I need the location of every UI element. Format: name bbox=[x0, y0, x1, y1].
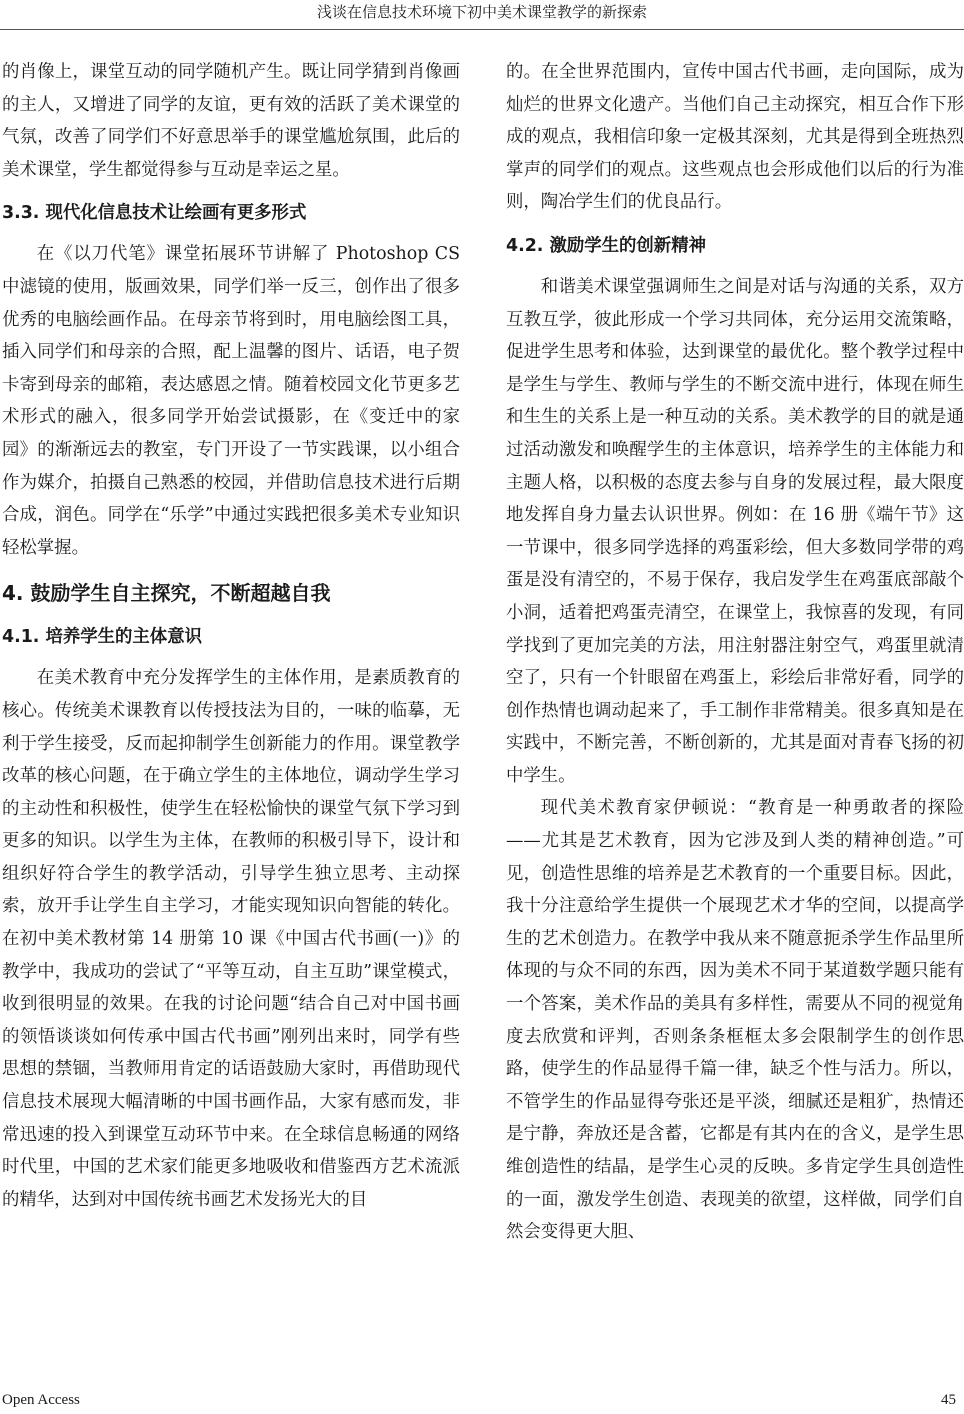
right-column bbox=[506, 56, 964, 1249]
running-header: 浅谈在信息技术环境下初中美术课堂教学的新探索 bbox=[316, 3, 647, 21]
section-heading-3-3: 3.3. 现代化信息技术让绘画有更多形式 bbox=[2, 203, 307, 224]
section-heading-4: 4. 鼓励学生自主探究，不断超越自我 bbox=[2, 581, 331, 606]
paragraph: 现代美术教育家伊顿说：“教育是一种勇敢者的探险——尤其是艺术教育，因为它涉及到人类的精神创造。”可见，创造性思维的培养是艺术教育的一个重要目标。因此，我十分注意给学生提供一个展现艺术才华的空间，以提高学生的艺术创造力。在教学中我从来不随意扼杀学生作品里所体现的与众不同的东西，因为美术不同于某道数学题只能有一个答案，美术作品的美具有多样性，需要从不同的视觉角度去欣赏和评判，否则条条框框太多会限制学生的创作思路，使学生的作品显得千篇一律，缺乏个性与活力。所以，不管学生的作品显得夸张还是平淡，细腻还是粗犷，热情还是宁静，奔放还是含蓄，它都是有其内在的含义，是学生思维创造性的结晶，是学生心灵的反映。多肯定学生具创造性的一面，激发学生创造、表现美的欲望，这样做，同学们自然会变得更大胆、 bbox=[506, 798, 964, 1243]
paragraph: 在《以刀代笔》课堂拓展环节讲解了 Photoshop CS 中滤镜的使用，版画效果，同学们举一反三，创作出了很多优秀的电脑绘画作品。在母亲节将到时，用电脑绘图工具，插入同学们和母亲的合照，配上温馨的图片、话语，电子贺卡寄到母亲的邮箱，表达感恩之情。随着校园文化节更多艺术形式的融入，很多同学开始尝试摄影，在《变迁中的家园》的渐渐远去的教室，专门开设了一节实践课，以小组合作为媒介，拍摄自己熟悉的校园，并借助信息技术进行后期合成，润色。同学在“乐学”中通过实践把很多美术专业知识轻松掌握。 bbox=[2, 244, 460, 558]
footer-journal: Open Access bbox=[2, 1392, 80, 1408]
left-column bbox=[2, 56, 460, 1216]
header-rule bbox=[0, 29, 964, 30]
paragraph: 在美术教育中充分发挥学生的主体作用，是素质教育的核心。传统美术课教育以传授技法为目的，一味的临摹，无利于学生接受，反而起抑制学生创新能力的作用。课堂教学改革的核心问题，在于确立学生的主体地位，调动学生学习的主动性和积极性，使学生在轻松愉快的课堂气氛下学习到更多的知识。以学生为主体，在教师的积极引导下，设计和组织好符合学生的教学活动，引导学生独立思考、主动探索，放开手让学生自主学习，才能实现知识向智能的转化。在初中美术教材第 14 册第 10 课《中国古代书画(一)》的教学中，我成功的尝试了“平等互动，自主互助”课堂模式，收到很明显的效果。在我的讨论问题“结合自己对中国书画的领悟谈谈如何传承中国古代书画”刚列出来时，同学有些思想的禁锢，当教师用肯定的话语鼓励大家时，再借助现代信息技术展现大幅清晰的中国书画作品，大家有感而发，非常迅速的投入到课堂互动环节中来。在全球信息畅通的网络时代里，中国的艺术家们能更多地吸收和借鉴西方艺术流派的精华，达到对中国传统书画艺术发扬光大的目 bbox=[2, 668, 460, 1210]
section-heading-4-2: 4.2. 激励学生的创新精神 bbox=[506, 235, 706, 256]
paragraph: 的肖像上，课堂互动的同学随机产生。既让同学猜到肖像画的主人，又增进了同学的友谊，更有效的活跃了美术课堂的气氛，改善了同学们不好意思举手的课堂尴尬氛围，此后的美术课堂，学生都觉得参与互动是幸运之星。 bbox=[2, 62, 460, 180]
paragraph: 的。在全世界范围内，宣传中国古代书画，走向国际，成为灿烂的世界文化遗产。当他们自己主动探究，相互合作下形成的观点，我相信印象一定极其深刻，尤其是得到全班热烈掌声的同学们的观点。这些观点也会形成他们以后的行为准则，陶冶学生们的优良品行。 bbox=[506, 62, 964, 213]
paragraph: 和谐美术课堂强调师生之间是对话与沟通的关系，双方互教互学，彼此形成一个学习共同体，充分运用交流策略，促进学生思考和体验，达到课堂的最优化。整个教学过程中是学生与学生、教师与学生的不断交流中进行，体现在师生和生生的关系上是一种互动的关系。美术教学的目的就是通过活动激发和唤醒学生的主体意识，培养学生的主体能力和主题人格，以积极的态度去参与自身的发展过程，最大限度地发挥自身力量去认识世界。例如：在 16 册《端午节》这一节课中，很多同学选择的鸡蛋彩绘，但大多数同学带的鸡蛋是没有清空的，不易于保存，我启发学生在鸡蛋底部敲个小洞，适着把鸡蛋壳清空，在课堂上，我惊喜的发现，有同学找到了更加完美的方法，用注射器注射空气，鸡蛋里就清空了，只有一个针眼留在鸡蛋上，彩绘后非常好看，同学的创作热情也调动起来了，手工制作非常精美。很多真知是在实践中，不断完善，不断创新的，尤其是面对青春飞扬的初中学生。 bbox=[506, 276, 964, 786]
section-heading-4-1: 4.1. 培养学生的主体意识 bbox=[2, 627, 202, 648]
page-number: 45 bbox=[941, 1392, 956, 1408]
